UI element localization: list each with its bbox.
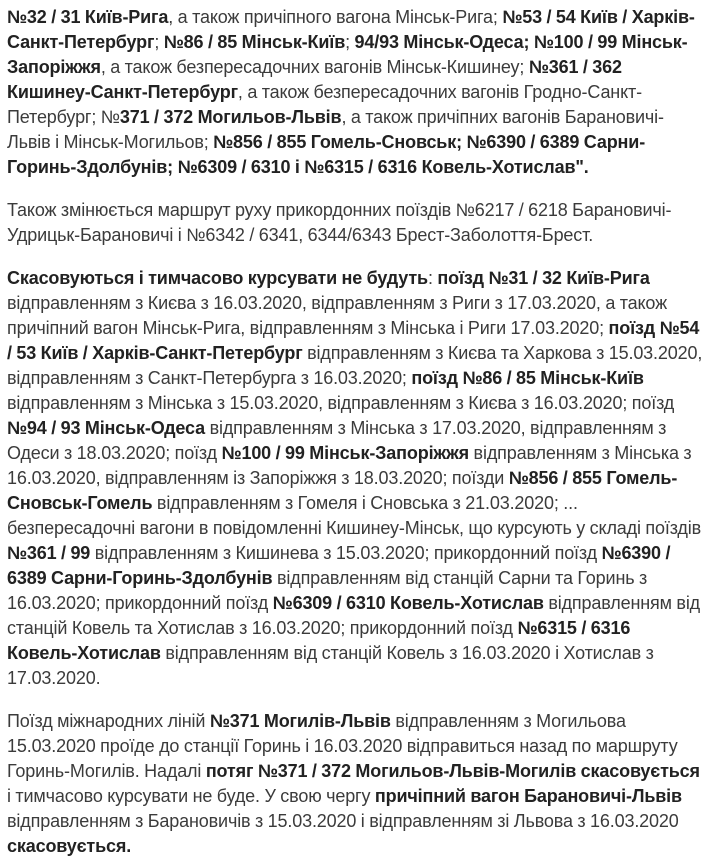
text-run-3-8: відправленням з Мінська з 15.03.2020, відправленням з Києва з 16.03.2020; поїзд [7, 393, 675, 413]
text-run-4-3: відправленням з Могильова 15.03.2020 проїде до станції Горинь і 16.03.2020 відправиться назад по маршруту Горинь-Могилів. Надалі [7, 711, 678, 781]
bold-text-run-4-8: скасовується. [7, 836, 132, 856]
text-run-1-6: ; [345, 32, 355, 52]
bold-text-run-1-11: 371 / 372 Могильов-Львів [119, 107, 342, 127]
bold-text-run-3-17: №6390 / 6389 Сарни-Горинь-Здолбунів [7, 543, 671, 588]
text-run-3-22: відправленням від станцій Ковель з 16.03.2020 і Хотислав з 17.03.2020. [7, 643, 654, 688]
text-run-4-5: і тимчасово курсувати не буде. У свою чергу [7, 786, 375, 806]
text-run-3-2: : [427, 268, 438, 288]
bold-text-run-3-1: Скасовуються і тимчасово курсувати не будуть [7, 268, 428, 288]
text-run-3-10: відправленням з Мінська з 17.03.2020, відправленням з Одеси з 18.03.2020; поїзд [7, 418, 667, 463]
bold-text-run-1-9: №361 / 362 Кишинеу-Санкт-Петербург [7, 57, 622, 102]
bold-text-run-3-7: поїзд №86 / 85 Мінськ-Київ [411, 368, 644, 388]
bold-text-run-4-2: №371 Могилів-Львів [209, 711, 391, 731]
bold-text-run-3-15: №361 / 99 [7, 543, 91, 563]
bold-text-run-3-21: №6315 / 6316 Ковель-Хотислав [7, 618, 631, 663]
bold-text-run-1-7: 94/93 Мінськ-Одеса; №100 / 99 Мінськ-Запоріжжя [7, 32, 688, 77]
paragraph-1 [7, 5, 704, 180]
bold-text-run-1-5: №86 / 85 Мінськ-Київ [163, 32, 346, 52]
bold-text-run-3-11: №100 / 99 Мінськ-Запоріжжя [221, 443, 469, 463]
text-run-1-10: , а також безпересадочних вагонів Гродно-Санкт-Петербург; № [7, 82, 642, 127]
bold-text-run-1-13: №856 / 855 Гомель-Сновськ; №6390 / 6389 Сарни-Горинь-Здолбунів; №6309 / 6310 і №6315 / 6316 Ковель-Хотислав". [7, 132, 646, 177]
paragraph-4 [7, 709, 704, 859]
text-run-4-1: Поїзд міжнародних ліній [7, 711, 210, 731]
text-run-1-8: , а також безпересадочних вагонів Мінськ-Кишинеу; [100, 57, 529, 77]
text-run-1-4: ; [154, 32, 164, 52]
paragraph-2 [7, 198, 704, 248]
bold-text-run-4-4: потяг №371 / 372 Могильов-Львів-Могилів скасовується [205, 761, 700, 781]
bold-text-run-4-6: причіпний вагон Барановичі-Львів [374, 786, 682, 806]
text-run-4-7: відправленням з Барановичів з 15.03.2020 і відправленням зі Львова з 16.03.2020 [7, 811, 679, 831]
bold-text-run-3-3: поїзд №31 / 32 Київ-Рига [437, 268, 650, 288]
bold-text-run-3-5: поїзд №54 / 53 Київ / Харків-Санкт-Петербург [7, 318, 700, 363]
bold-text-run-3-13: №856 / 855 Гомель-Сновськ-Гомель [7, 468, 678, 513]
bold-text-run-1-1: №32 / 31 Київ-Рига [7, 7, 169, 27]
text-run-3-14: відправленням з Гомеля і Сновська з 21.03.2020; ... безпересадочні вагони в повідомленні Кишинеу-Мінськ, що курсують у складі поїздів [7, 493, 702, 538]
text-run-1-12: , а також причіпних вагонів Барановичі-Львів і Мінськ-Могильов; [7, 107, 664, 152]
text-run-3-20: відправленням від станцій Ковель та Хотислав з 16.03.2020; прикордонний поїзд [7, 593, 701, 638]
text-run-2-1: Також змінюється маршрут руху прикордонних поїздів №6217 / 6218 Барановичі-Удрицьк-Барановичі і №6342 / 6341, 6344/6343 Брест-Заболоття-Брест. [7, 200, 672, 245]
text-run-3-4: відправленням з Києва з 16.03.2020, відправленням з Риги з 17.03.2020, а також причіпний вагон Мінськ-Рига, відправленням з Мінська і Риги 17.03.2020; [7, 293, 667, 338]
text-run-3-16: відправленням з Кишинева з 15.03.2020; прикордонний поїзд [90, 543, 602, 563]
text-run-3-12: відправленням з Мінська з 16.03.2020, відправленням із Запоріжжя з 18.03.2020; поїзди [7, 443, 692, 488]
text-run-1-2: , а також причіпного вагона Мінськ-Рига; [168, 7, 503, 27]
text-run-3-18: відправленням від станцій Сарни та Горинь з 16.03.2020; прикордонний поїзд [7, 568, 648, 613]
bold-text-run-3-9: №94 / 93 Мінськ-Одеса [7, 418, 206, 438]
bold-text-run-1-3: №53 / 54 Київ / Харків-Санкт-Петербург [7, 7, 695, 52]
bold-text-run-3-19: №6309 / 6310 Ковель-Хотислав [272, 593, 544, 613]
paragraph-3 [7, 266, 704, 691]
text-run-3-6: відправленням з Києва та Харкова з 15.03.2020, відправленням з Санкт-Петербурга з 16.03.2020; [7, 343, 703, 388]
